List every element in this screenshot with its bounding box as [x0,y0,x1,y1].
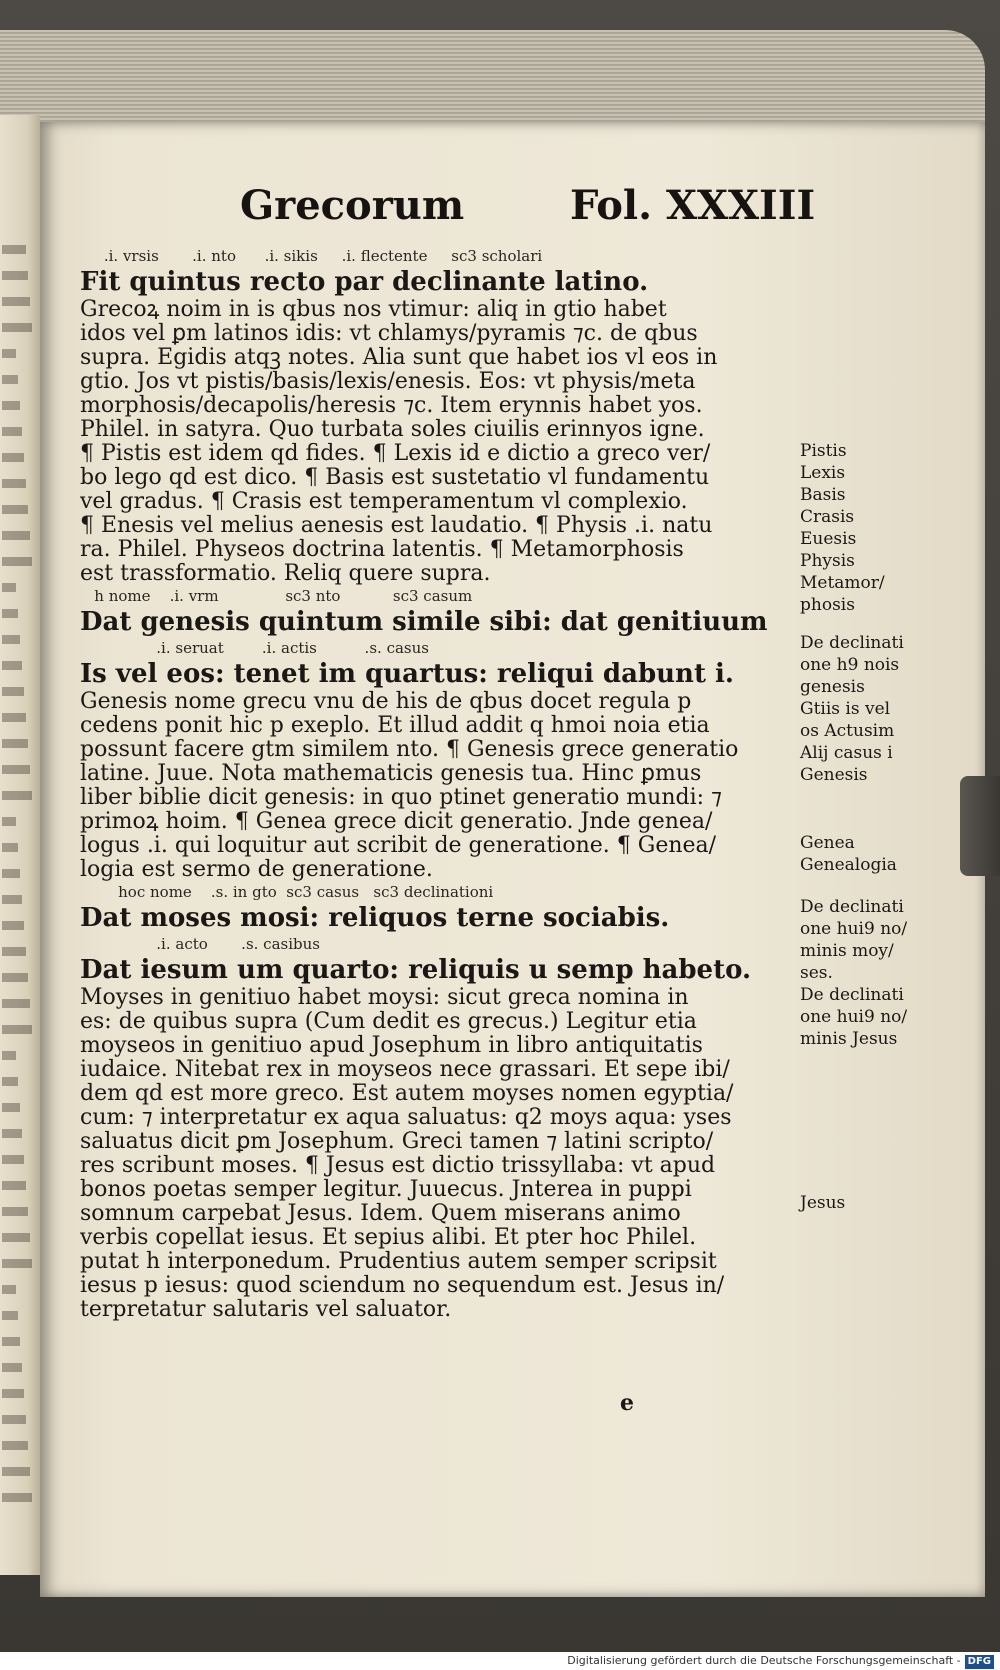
marginal-note: one hui9 no/ [800,1007,908,1027]
main-text [80,246,790,1322]
text-line: bonos poetas semper legitur. Juuecus. Jnterea in puppi [80,1178,692,1202]
interlinear-gloss: hoc nome .s. in gto sc3 casus sc3 declinationi [80,883,494,901]
verso-text-fragment [2,1155,24,1164]
marginal-note: De declinati [800,897,904,917]
verso-text-fragment [2,999,30,1008]
verso-text-fragment [2,1415,26,1424]
text-line: es: de quibus supra (Cum dedit es grecus.) Legitur etia [80,1010,697,1034]
page [40,122,985,1597]
verso-text-fragment [2,505,28,514]
text-line: bo lego qd est dico. ¶ Basis est sustetatio vl fundamentu [80,466,710,490]
verso-text-fragment [2,947,26,956]
verso-text-fragment [2,1129,22,1138]
text-line: ra. Philel. Physeos doctrina latentis. ¶ Metamorphosis [80,538,684,562]
footer-credit [0,1652,1000,1670]
text-line: Grecoꝝ noim in is qbus nos vtimur: aliq in gtio habet [80,298,667,322]
marginal-note: os Actusim [800,721,895,741]
verso-text-fragment [2,609,18,618]
verso-text-fragment [2,1259,32,1268]
verso-text-fragment [2,1311,18,1320]
verso-text-fragment [2,245,26,254]
text-line: dem qd est more greco. Est autem moyses nomen egyptia/ [80,1082,734,1106]
text-line: supra. Egidis atqꝫ notes. Alia sunt que habet ios vl eos in [80,346,718,370]
text-line: morphosis/decapolis/heresis ⁊c. Item erynnis habet yos. [80,394,703,418]
marginal-note: minis Jesus [800,1029,898,1049]
folio-number: Fol. XXXIII [570,182,816,229]
marginal-note: Crasis [800,507,855,527]
verso-text-fragment [2,375,18,384]
verso-text-fragment [2,687,24,696]
marginal-note: Pistis [800,441,847,461]
page-edges [0,30,985,135]
marginal-note: Genealogia [800,855,897,875]
verse-line: Is vel eos: tenet im quartus: reliqui dabunt i. [80,659,734,689]
verso-text-fragment [2,1077,18,1086]
verso-text-fragment [2,531,30,540]
text-line: terpretatur salutaris vel saluator. [80,1298,452,1322]
interlinear-gloss: .i. vrsis .i. nto .i. sikis .i. flectente sc3 scholari [80,247,543,265]
text-line: liber biblie dicit genesis: in quo ptinet generatio mundi: ⁊ [80,786,722,810]
verso-text-fragment [2,1233,30,1242]
verso-text-fragment [2,1467,30,1476]
verso-text-fragment [2,349,16,358]
text-line: latine. Juue. Nota mathematicis genesis tua. Hinc ꝑmus [80,762,702,786]
text-line: Philel. in satyra. Quo turbata soles ciuilis erinnyos igne. [80,418,705,442]
verso-text-fragment [2,973,28,982]
verso-text-fragment [2,401,20,410]
marginal-note: Lexis [800,463,846,483]
verse-line: Fit quintus recto par declinante latino. [80,267,649,297]
marginal-note: Jesus [800,1193,846,1213]
text-line: somnum carpebat Jesus. Idem. Quem miserans animo [80,1202,681,1226]
interlinear-gloss: h nome .i. vrm sc3 nto sc3 casum [80,587,473,605]
text-line: verbis copellat iesus. Et sepius alibi. Et pter hoc Philel. [80,1226,697,1250]
marginal-note: Euesis [800,529,857,549]
left-page-edge [0,115,40,1575]
text-line: Genesis nome grecu vnu de his de qbus docet regula p [80,690,692,714]
text-line: primoꝝ hoim. ¶ Genea grece dicit generatio. Jnde genea/ [80,810,713,834]
text-line: res scribunt moses. ¶ Jesus est dictio trissyllaba: vt apud [80,1154,716,1178]
verso-text-fragment [2,1389,24,1398]
verse-line: Dat genesis quintum simile sibi: dat genitiuum [80,607,768,637]
marginal-note: Metamor/ [800,573,885,593]
verso-text-fragment [2,921,24,930]
verso-text-fragment [2,713,26,722]
bookmark-tab [960,776,1000,876]
verse-line: Dat moses mosi: reliquos terne sociabis. [80,903,670,933]
verso-text-fragment [2,1337,20,1346]
marginal-note: De declinati [800,985,904,1005]
text-line: Moyses in genitiuo habet moysi: sicut greca nomina in [80,986,689,1010]
verso-text-fragment [2,427,22,436]
marginal-note: De declinati [800,633,904,653]
dfg-logo: DFG [965,1655,994,1669]
text-line: vel gradus. ¶ Crasis est temperamentum vl complexio. [80,490,688,514]
text-line: idos vel ꝑm latinos idis: vt chlamys/pyramis ⁊c. de qbus [80,322,698,346]
verso-text-fragment [2,791,32,800]
verso-text-fragment [2,635,20,644]
marginal-note: minis moy/ [800,941,894,961]
verso-text-fragment [2,1025,32,1034]
verso-text-fragment [2,1285,16,1294]
verso-text-fragment [2,323,32,332]
marginal-note: one hui9 no/ [800,919,908,939]
verso-text-fragment [2,1051,16,1060]
interlinear-gloss: .i. acto .s. casibus [80,935,320,953]
text-line: possunt facere gtm similem nto. ¶ Genesis grece generatio [80,738,739,762]
verso-text-fragment [2,453,24,462]
text-line: ¶ Enesis vel melius aenesis est laudatio. ¶ Physis .i. natu [80,514,713,538]
header-title: Grecorum [240,182,465,229]
signature-mark: e [620,1390,634,1416]
marginal-note: Gtiis is vel [800,699,891,719]
marginal-note: one h9 nois [800,655,900,675]
text-line: moyseos in genitiuo apud Josephum in libro antiquitatis [80,1034,703,1058]
verso-text-fragment [2,1103,20,1112]
marginal-note: Alij casus i [800,743,893,763]
verso-text-fragment [2,1363,22,1372]
marginal-note: Genesis [800,765,868,785]
marginal-note: ses. [800,963,833,983]
text-line: logia est sermo de generatione. [80,858,433,882]
text-line: iudaice. Nitebat rex in moyseos nece grassari. Et sepe ibi/ [80,1058,730,1082]
text-line: logus .i. qui loquitur aut scribit de generatione. ¶ Genea/ [80,834,717,858]
text-line: cum: ⁊ interpretatur ex aqua saluatus: q2 moys aqua: yses [80,1106,732,1130]
verse-line: Dat iesum um quarto: reliquis u semp habeto. [80,955,752,985]
verso-text-fragment [2,843,18,852]
verso-text-fragment [2,869,20,878]
verso-text-fragment [2,1207,28,1216]
text-line: gtio. Jos vt pistis/basis/lexis/enesis. Eos: vt physis/meta [80,370,696,394]
footer-text: Digitalisierung gefördert durch die Deutsche Forschungsgemeinschaft - [567,1654,961,1667]
text-line: ¶ Pistis est idem qd fides. ¶ Lexis id e dictio a greco ver/ [80,442,711,466]
marginal-note: Genea [800,833,855,853]
verso-text-fragment [2,557,32,566]
marginal-note: genesis [800,677,865,697]
text-line: putat h interponedum. Prudentius autem semper scripsit [80,1250,717,1274]
verso-text-fragment [2,1441,28,1450]
verso-text-fragment [2,271,28,280]
text-line: saluatus dicit ꝑm Josephum. Greci tamen ⁊ latini scripto/ [80,1130,714,1154]
verso-text-fragment [2,661,22,670]
marginal-note: phosis [800,595,855,615]
verso-text-fragment [2,1493,32,1502]
verso-text-fragment [2,895,22,904]
interlinear-gloss: .i. seruat .i. actis .s. casus [80,639,429,657]
verso-text-fragment [2,1181,26,1190]
verso-text-fragment [2,583,16,592]
verso-text-fragment [2,739,28,748]
marginalia [800,122,980,1597]
verso-text-fragment [2,479,26,488]
verso-text-fragment [2,765,30,774]
text-line: cedens ponit hic p exeplo. Et illud addit q hmoi noia etia [80,714,710,738]
verso-text-fragment [2,817,16,826]
text-line: est trassformatio. Reliq quere supra. [80,562,491,586]
running-header [240,182,880,242]
marginal-note: Physis [800,551,855,571]
marginal-note: Basis [800,485,846,505]
text-line: iesus p iesus: quod sciendum no sequendum est. Jesus in/ [80,1274,725,1298]
verso-text-fragment [2,297,30,306]
